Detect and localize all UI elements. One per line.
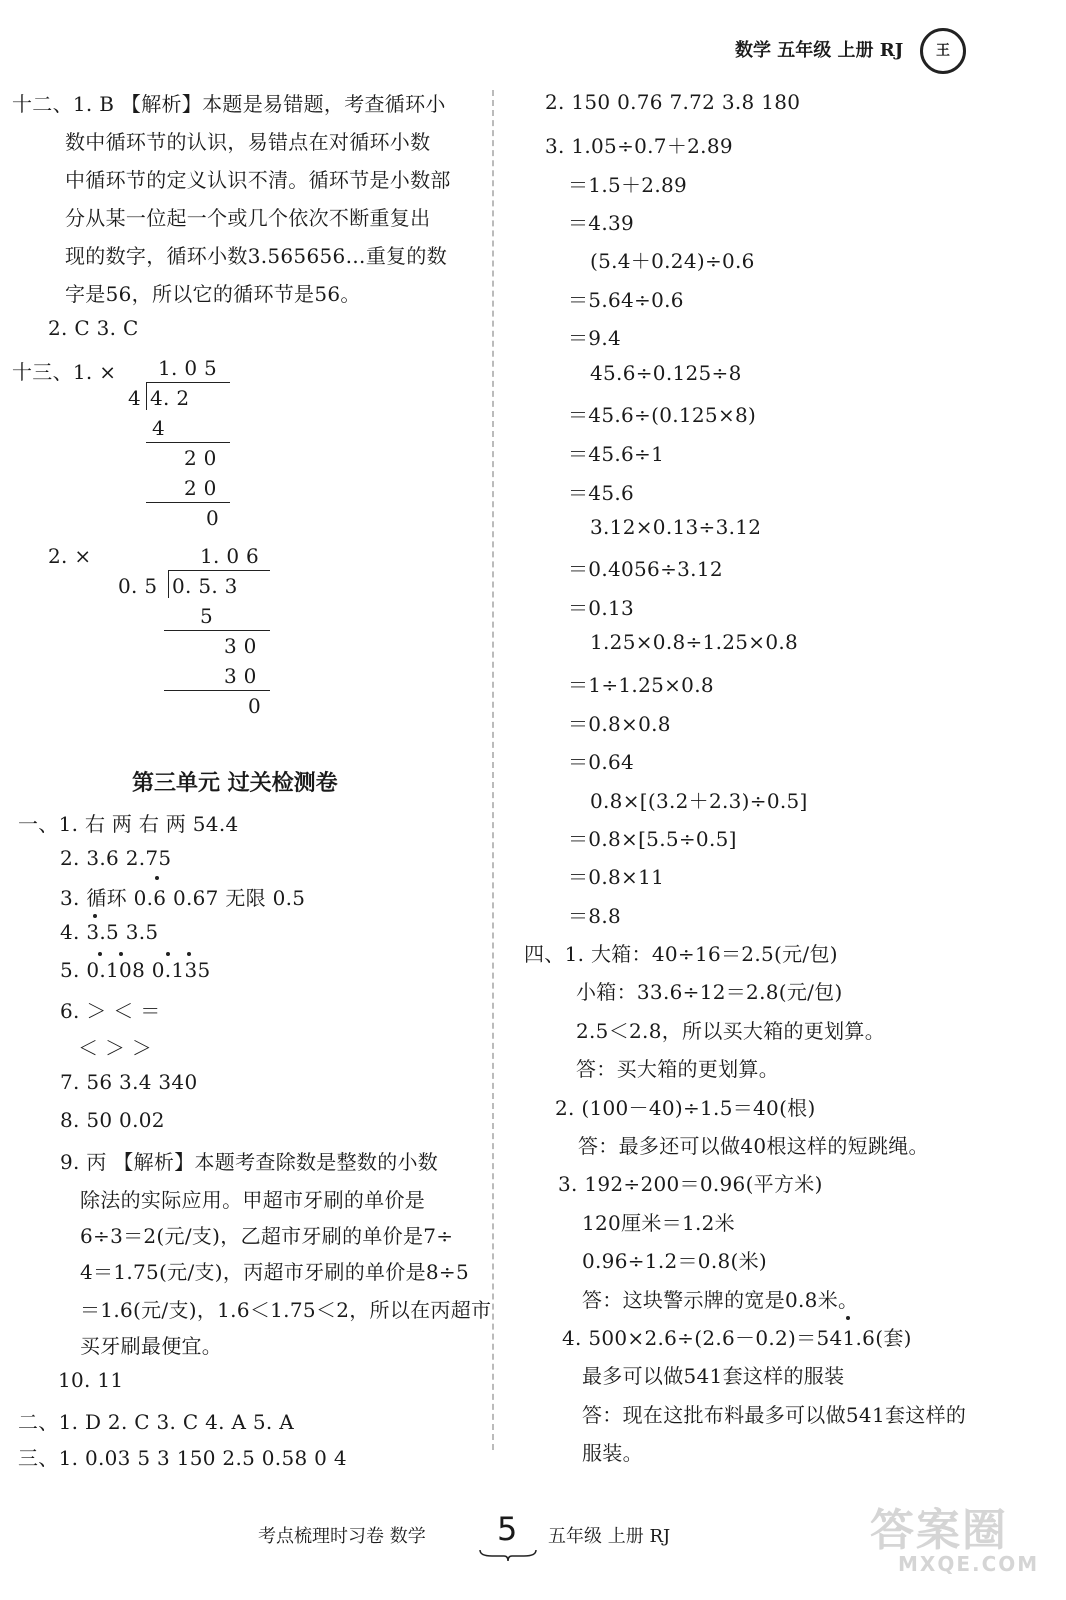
answer-line: 3. 1.05÷0.7＋2.89 (545, 134, 733, 158)
q13-label: 2. × (48, 544, 92, 568)
page-number-brace (478, 1548, 538, 1562)
answer-line: 0.8×[(3.2＋2.3)÷0.5] (590, 789, 808, 813)
answer-line: 45.6÷0.125÷8 (590, 361, 742, 385)
answer-line: 2. 150 0.76 7.72 3.8 180 (545, 90, 801, 114)
divisor: 4 (128, 386, 142, 410)
answer-line: 除法的实际应用。甲超市牙刷的单价是 (80, 1188, 426, 1212)
answer-line: 2. (100－40)÷1.5＝40(根) (555, 1096, 816, 1120)
answer-line: 4＝1.75(元/支)，丙超市牙刷的单价是8÷5 (80, 1260, 470, 1284)
repeating-dot (155, 876, 159, 880)
repeating-dot (119, 952, 123, 956)
answer-line: 4. 500×2.6÷(2.6－0.2)＝541.6(套) (562, 1326, 912, 1350)
answer-line: 二、1. D 2. C 3. C 4. A 5. A (18, 1410, 294, 1434)
answer-line: 9. 丙 【解析】本题考查除数是整数的小数 (60, 1150, 439, 1174)
remainder: 3 0 (224, 634, 257, 658)
section-title: 第三单元 过关检测卷 (132, 771, 338, 796)
answer-line: 答：现在这批布料最多可以做541套这样的 (582, 1403, 967, 1427)
dividend: 4. 2 (150, 386, 190, 410)
remainder: 0 (206, 506, 220, 530)
q12-line: 字是56，所以它的循环节是56。 (65, 282, 361, 306)
subtrahend: 5 (200, 604, 214, 628)
answer-line: 4. 3.5 3.5 (60, 920, 159, 944)
subtrahend: 2 0 (184, 476, 217, 500)
answer-line: 答：这块警示牌的宽是0.8米。 (582, 1288, 859, 1312)
answer-line: 三、1. 0.03 5 3 150 2.5 0.58 0 4 (18, 1446, 347, 1470)
answer-line: 一、1. 右 两 右 两 54.4 (18, 812, 239, 836)
subtrahend: 4 (152, 416, 166, 440)
repeating-dot (846, 1316, 850, 1320)
answer-line: ＝45.6 (568, 481, 635, 505)
answer-line: 答：最多还可以做40根这样的短跳绳。 (578, 1134, 929, 1158)
remainder: 0 (248, 694, 262, 718)
answer-line: ＝9.4 (568, 326, 622, 350)
answer-line: ＝0.8×0.8 (568, 712, 671, 736)
answer-line: 答：买大箱的更划算。 (576, 1057, 779, 1081)
answer-line: ＝45.6÷(0.125×8) (568, 403, 757, 427)
answer-line: 3.12×0.13÷3.12 (590, 515, 762, 539)
q13-label: 十三、1. × (12, 360, 117, 384)
answer-line: 小箱：33.6÷12＝2.8(元/包) (576, 980, 843, 1004)
answer-line: ＝0.64 (568, 750, 635, 774)
q12-line: 数中循环节的认识，易错点在对循环小数 (65, 130, 431, 154)
answer-line: 最多可以做541套这样的服装 (582, 1364, 845, 1388)
division-bracket (168, 570, 169, 598)
answer-line: ＝0.4056÷3.12 (568, 557, 723, 581)
answer-line: 1.25×0.8÷1.25×0.8 (590, 630, 799, 654)
subtraction-line (146, 442, 230, 443)
column-divider (492, 90, 494, 1450)
answer-line: ＜ ＞ ＞ (78, 1036, 153, 1060)
dividend: 0. 5. 3 (172, 574, 238, 598)
q12-line: 分从某一位起一个或几个依次不断重复出 (65, 206, 431, 230)
subtraction-line (164, 690, 270, 691)
footer-left: 考点梳理时习卷 数学 (258, 1526, 426, 1547)
answer-line: (5.4＋0.24)÷0.6 (590, 249, 755, 273)
answer-line: ＝1.5＋2.89 (568, 173, 688, 197)
answer-line: 8. 50 0.02 (60, 1108, 165, 1132)
quotient: 1. 0 6 (200, 544, 260, 568)
footer-right: 五年级 上册 RJ (548, 1526, 671, 1547)
answer-line: 3. 循环 0.6 0.67 无限 0.5 (60, 886, 306, 910)
answer-line: 服装。 (582, 1441, 643, 1465)
q12-line: 2. C 3. C (48, 316, 139, 340)
answer-line: 6. ＞ ＜ ＝ (60, 999, 161, 1023)
subtraction-line (164, 630, 270, 631)
answer-line: 6÷3＝2(元/支)，乙超市牙刷的单价是7÷ (80, 1224, 454, 1248)
answer-line: ＝1÷1.25×0.8 (568, 673, 714, 697)
answer-line: 120厘米＝1.2米 (582, 1211, 735, 1235)
division-bar (168, 570, 270, 571)
answer-line: ＝45.6÷1 (568, 442, 665, 466)
division-bar (146, 382, 230, 383)
answer-line: ＝4.39 (568, 211, 635, 235)
quotient: 1. 0 5 (158, 356, 218, 380)
publisher-logo: 王 (920, 28, 966, 74)
answer-line: 7. 56 3.4 340 (60, 1070, 198, 1094)
answer-line: 5. 0.108 0.135 (60, 958, 211, 982)
watermark-logo: 答案圈 (870, 1505, 1008, 1556)
answer-line: 0.96÷1.2＝0.8(米) (582, 1249, 768, 1273)
running-header: 数学 五年级 上册 RJ (735, 40, 904, 61)
answer-line: ＝1.6(元/支)，1.6＜1.75＜2，所以在丙超市 (80, 1298, 492, 1322)
answer-line: 买牙刷最便宜。 (80, 1334, 223, 1358)
q12-line: 十二、1. B 【解析】本题是易错题，考查循环小 (12, 92, 446, 116)
answer-line: 3. 192÷200＝0.96(平方米) (558, 1172, 823, 1196)
division-bracket (146, 382, 147, 410)
page-number: 5 (497, 1510, 518, 1548)
answer-line: 四、1. 大箱：40÷16＝2.5(元/包) (524, 942, 838, 966)
divisor: 0. 5 (118, 574, 158, 598)
repeating-dot (98, 952, 102, 956)
answer-line: 2. 3.6 2.75 (60, 846, 172, 870)
answer-line: 2.5＜2.8，所以买大箱的更划算。 (576, 1019, 886, 1043)
answer-line: ＝8.8 (568, 904, 622, 928)
subtrahend: 3 0 (224, 664, 257, 688)
answer-line: ＝0.8×11 (568, 865, 665, 889)
watermark-url: MXQE.COM (898, 1552, 1040, 1576)
answer-line: ＝5.64÷0.6 (568, 288, 684, 312)
q12-line: 现的数字，循环小数3.565656…重复的数 (65, 244, 448, 268)
subtraction-line (146, 502, 230, 503)
answer-line: ＝0.8×[5.5÷0.5] (568, 827, 737, 851)
remainder: 2 0 (184, 446, 217, 470)
repeating-dot (166, 952, 170, 956)
q12-line: 中循环节的定义认识不清。循环节是小数部 (65, 168, 451, 192)
repeating-dot (187, 952, 191, 956)
repeating-dot (93, 914, 97, 918)
answer-line: 10. 11 (58, 1368, 124, 1392)
answer-line: ＝0.13 (568, 596, 635, 620)
